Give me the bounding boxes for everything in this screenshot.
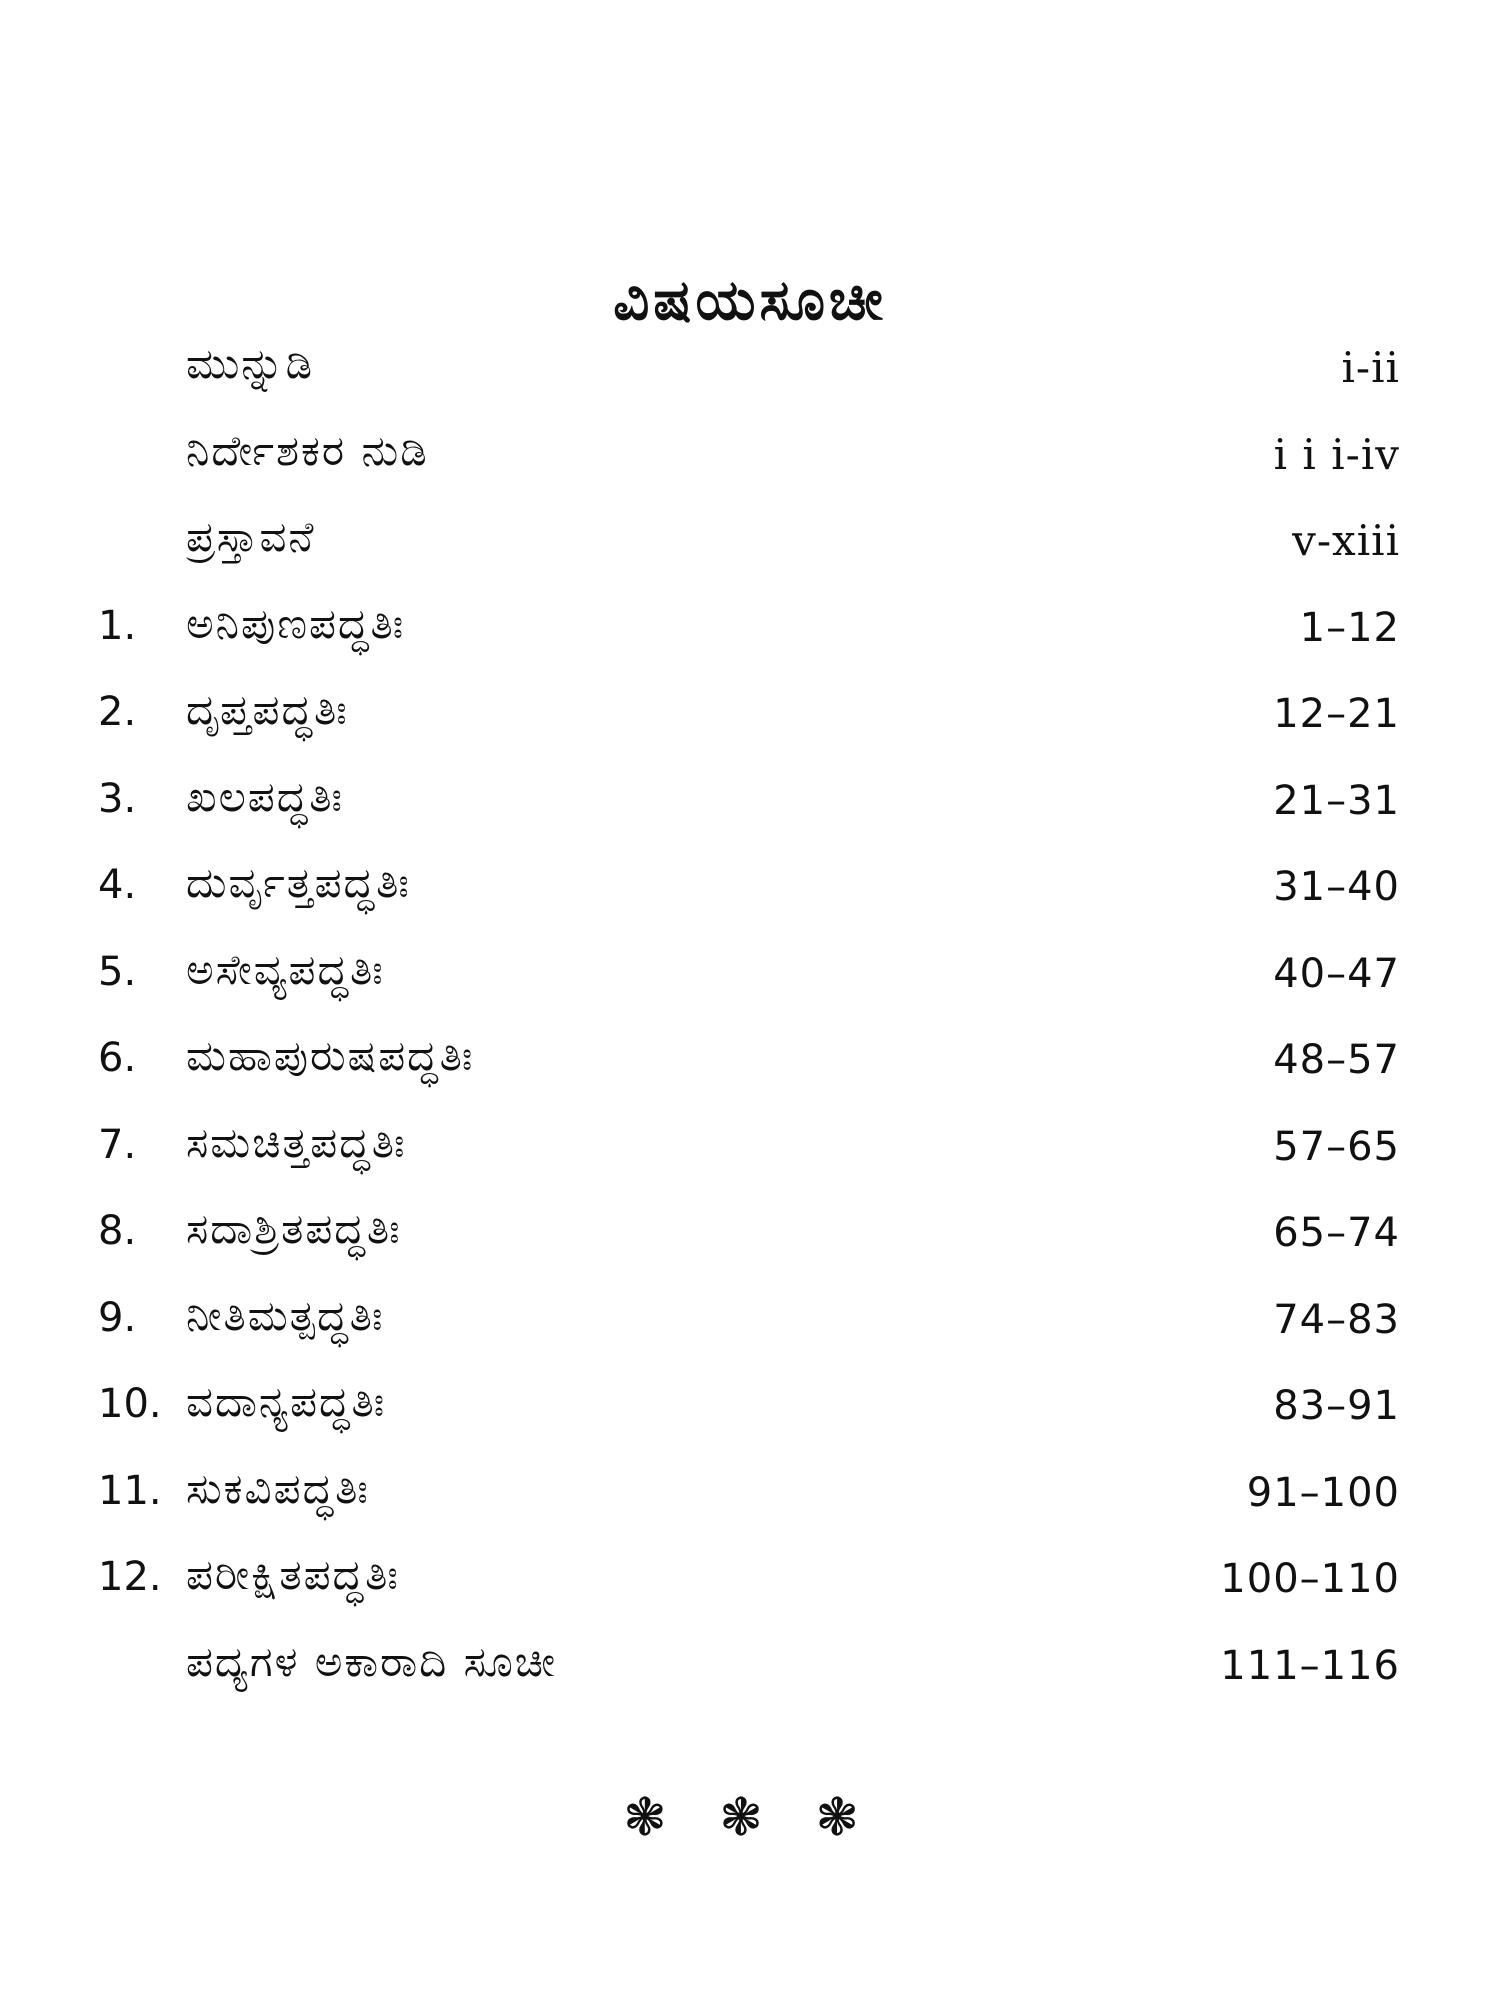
toc-pages: v-xiii <box>1292 516 1400 565</box>
toc-pages: 12–21 <box>1273 691 1400 737</box>
toc-row-chapter-8 <box>0 1197 1500 1284</box>
toc-row-chapter-3 <box>0 765 1500 852</box>
toc-title: ದುರ್ವೃತ್ತಪದ್ಧತಿಃ <box>186 858 411 907</box>
toc-number: 4. <box>98 862 137 908</box>
toc-row-verse-index <box>0 1630 1500 1717</box>
toc-pages: 83–91 <box>1273 1383 1400 1429</box>
toc-title: ಪ್ರಸ್ತಾವನೆ <box>186 512 316 561</box>
toc-number: 9. <box>98 1294 137 1341</box>
toc-title: ಅಸೇವ್ಯಪದ್ಧತಿಃ <box>186 944 385 994</box>
toc-title: ಸಮಚಿತ್ತಪದ್ಧತಿಃ <box>186 1117 407 1167</box>
toc-row-chapter-6 <box>0 1024 1500 1111</box>
toc-title: ದೃಪ್ತಪದ್ಧತಿಃ <box>186 685 349 734</box>
toc-row-chapter-9 <box>0 1284 1500 1371</box>
toc-number: 3. <box>98 775 137 822</box>
toc-pages: 21–31 <box>1273 777 1400 824</box>
flower-ornament-icon: ❃ <box>815 1788 877 1848</box>
toc-number: 5. <box>98 948 137 995</box>
toc-pages: 48–57 <box>1273 1037 1400 1083</box>
toc-number: 7. <box>98 1121 137 1168</box>
toc-title: ನೀತಿಮತ್ಪದ್ಧತಿಃ <box>186 1290 385 1340</box>
toc-title: ಖಲಪದ್ಧತಿಃ <box>186 771 344 821</box>
toc-number: 1. <box>98 602 137 649</box>
toc-number: 10. <box>98 1381 162 1427</box>
toc-pages: 1–12 <box>1299 604 1400 651</box>
toc-row-chapter-10 <box>0 1370 1500 1457</box>
flower-ornament-icon: ❃ <box>719 1788 781 1848</box>
toc-row-chapter-5 <box>0 938 1500 1025</box>
toc-title: ಅನಿಪುಣಪದ್ಧತಿಃ <box>186 598 406 648</box>
toc-title: ಪದ್ಯಗಳ ಅಕಾರಾದಿ ಸೂಚೀ <box>186 1636 558 1686</box>
toc-row-preface <box>0 332 1500 419</box>
toc-row-chapter-1 <box>0 592 1500 679</box>
toc-pages: 74–83 <box>1273 1296 1400 1343</box>
toc-row-chapter-7 <box>0 1111 1500 1198</box>
toc-pages: 40–47 <box>1273 950 1400 997</box>
toc-row-introduction <box>0 505 1500 592</box>
page-title: ವಿಷಯಸೂಚೀ <box>613 267 887 333</box>
toc-title: ನಿರ್ದೇಶಕರ ನುಡಿ <box>186 425 429 475</box>
toc-number: 2. <box>98 689 137 735</box>
toc-row-chapter-4 <box>0 851 1500 938</box>
toc-number: 12. <box>98 1554 162 1600</box>
toc-number: 8. <box>98 1208 137 1254</box>
toc-row-director-note <box>0 419 1500 506</box>
toc-title: ವದಾನ್ಯಪದ್ಧತಿಃ <box>186 1377 387 1426</box>
toc-pages: i i i-iv <box>1273 429 1400 479</box>
toc-pages: 100–110 <box>1220 1556 1400 1602</box>
toc-number: 6. <box>98 1035 137 1081</box>
toc-title: ಮಹಾಪುರುಷಪದ್ಧತಿಃ <box>186 1031 475 1080</box>
toc-row-chapter-2 <box>0 678 1500 765</box>
toc-row-chapter-11 <box>0 1457 1500 1544</box>
toc-number: 11. <box>98 1467 162 1514</box>
toc-pages: 65–74 <box>1273 1210 1400 1256</box>
toc-pages: 111–116 <box>1220 1642 1400 1689</box>
ornament-divider <box>0 1788 1500 1848</box>
table-of-contents <box>0 332 1500 1716</box>
toc-title: ಮುನ್ನುಡಿ <box>186 339 315 388</box>
toc-row-chapter-12 <box>0 1543 1500 1630</box>
toc-pages: 31–40 <box>1273 864 1400 910</box>
toc-pages: 57–65 <box>1273 1123 1400 1170</box>
toc-title: ಪರೀಕ್ಷಿತಪದ್ಧತಿಃ <box>186 1550 400 1599</box>
toc-pages: i-ii <box>1341 343 1400 392</box>
toc-pages: 91–100 <box>1246 1469 1400 1516</box>
toc-title: ಸುಕವಿಪದ್ಧತಿಃ <box>186 1463 370 1513</box>
toc-title: ಸದಾಶ್ರಿತಪದ್ಧತಿಃ <box>186 1204 402 1253</box>
flower-ornament-icon: ❃ <box>623 1788 685 1848</box>
